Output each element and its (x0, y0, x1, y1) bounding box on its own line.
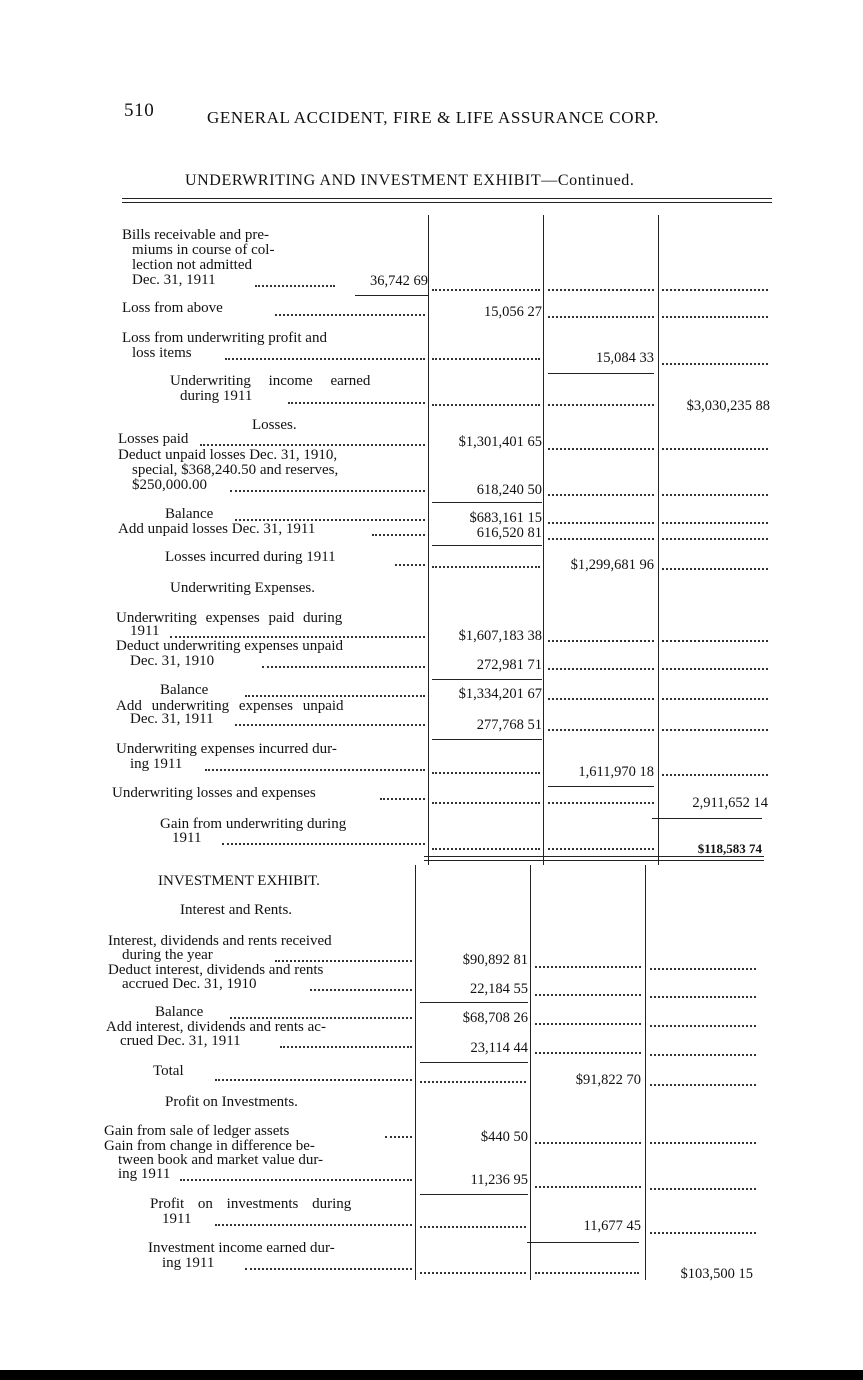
leader-dots (262, 666, 425, 668)
leader-dots (432, 289, 540, 291)
leader-dots (650, 968, 756, 970)
bills-amount: 36,742 69 (370, 273, 428, 289)
leader-dots (222, 843, 425, 845)
uw-exp-paid-label-1: Underwriting expenses paid during (116, 610, 343, 626)
leader-dots (310, 989, 412, 991)
page-number: 510 (124, 100, 155, 121)
leader-dots (662, 668, 768, 670)
leader-dots (650, 1188, 756, 1190)
gain-change-label-1: Gain from change in difference be- (104, 1138, 315, 1154)
uw-losses-exp-label: Underwriting losses and expenses (112, 785, 316, 801)
inv-income-amount: $103,500 15 (680, 1266, 753, 1282)
losses-heading: Losses. (252, 417, 297, 433)
gain-change-amount: 11,236 95 (470, 1172, 528, 1188)
deduct-unpaid-amount: 618,240 50 (476, 482, 542, 498)
leader-dots (288, 402, 425, 404)
sum-rule (432, 545, 542, 546)
leader-dots (432, 358, 540, 360)
leader-dots (662, 640, 768, 642)
leader-dots (548, 289, 654, 291)
gain-sale-amount: $440 50 (480, 1129, 528, 1145)
leader-dots (548, 698, 654, 700)
total-amount: $91,822 70 (575, 1072, 641, 1088)
uw-exp-incurred-label-1: Underwriting expenses incurred dur- (116, 741, 337, 757)
col-rule-1 (428, 215, 429, 865)
deduct-unpaid-label-3: $250,000.00 (132, 477, 207, 493)
gain-uw-label-2: 1911 (172, 830, 202, 846)
scan-edge-bar (0, 1370, 863, 1380)
leader-dots (535, 1272, 639, 1274)
leader-dots (548, 729, 654, 731)
leader-dots (548, 494, 654, 496)
leader-dots (420, 1272, 526, 1274)
leader-dots (395, 564, 425, 566)
int-received-amount: $90,892 81 (462, 952, 528, 968)
investment-heading: INVESTMENT EXHIBIT. (158, 873, 320, 889)
leader-dots (650, 1084, 756, 1086)
leader-dots (215, 1079, 412, 1081)
leader-dots (380, 798, 425, 800)
total-label: Total (153, 1063, 184, 1079)
leader-dots (548, 848, 654, 850)
col-rule-2-lower (530, 865, 531, 1280)
int-received-label-2: during the year (122, 947, 213, 963)
loss-above-label: Loss from above (122, 300, 223, 316)
deduct-uw-exp-label-2: Dec. 31, 1910 (130, 653, 215, 669)
leader-dots (372, 534, 425, 536)
leader-dots (548, 404, 654, 406)
loss-above-amount: 15,056 27 (484, 304, 542, 320)
leader-dots (535, 966, 641, 968)
add-int-label-1: Add interest, dividends and rents ac- (106, 1019, 326, 1035)
loss-uw-label-2: loss items (132, 345, 192, 361)
sum-rule (420, 1002, 528, 1003)
uw-exp-paid-amount: $1,607,183 38 (458, 628, 542, 644)
leader-dots (235, 724, 425, 726)
deduct-uw-exp-amount: 272,981 71 (476, 657, 542, 673)
leader-dots (650, 1232, 756, 1234)
profit-heading: Profit on Investments. (165, 1094, 298, 1110)
int-received-label-1: Interest, dividends and rents received (108, 933, 332, 949)
leader-dots (535, 994, 641, 996)
leader-dots (662, 363, 768, 365)
bills-label-2: miums in course of col- (132, 242, 275, 258)
leader-dots (215, 1224, 412, 1226)
leader-dots (275, 314, 425, 316)
balance3-label: Balance (155, 1004, 204, 1020)
sum-rule (548, 786, 654, 787)
col-rule-2 (543, 215, 544, 865)
uw-exp-incurred-label-2: ing 1911 (130, 756, 183, 772)
leader-dots (548, 448, 654, 450)
leader-dots (662, 774, 768, 776)
deduct-int-label-2: accrued Dec. 31, 1910 (122, 976, 257, 992)
profit-inv-label-1: Profit on investments during (150, 1196, 352, 1212)
gain-sale-label: Gain from sale of ledger assets (104, 1123, 290, 1139)
losses-paid-label: Losses paid (118, 431, 189, 447)
losses-incurred-label: Losses incurred during 1911 (165, 549, 336, 565)
leader-dots (662, 494, 768, 496)
add-int-amount: 23,114 44 (470, 1040, 528, 1056)
leader-dots (180, 1179, 412, 1181)
leader-dots (650, 996, 756, 998)
leader-dots (225, 358, 425, 360)
col-rule-3-lower (645, 865, 646, 1280)
balance1-amount: $683,161 15 (469, 510, 542, 526)
sum-rule (420, 1062, 528, 1063)
leader-dots (662, 448, 768, 450)
leader-dots (385, 1136, 412, 1138)
profit-inv-label-2: 1911 (162, 1211, 192, 1227)
deduct-unpaid-label-1: Deduct unpaid losses Dec. 31, 1910, (118, 447, 338, 463)
leader-dots (662, 698, 768, 700)
uw-losses-exp-amount: 2,911,652 14 (692, 795, 768, 811)
sum-rule (527, 1242, 639, 1243)
leader-dots (662, 522, 768, 524)
leader-dots (205, 769, 425, 771)
leader-dots (535, 1052, 641, 1054)
sum-rule (420, 1194, 528, 1195)
add-int-label-2: crued Dec. 31, 1911 (120, 1033, 241, 1049)
uw-income-label-2: during 1911 (180, 388, 253, 404)
balance3-amount: $68,708 26 (462, 1010, 528, 1026)
bills-label-3: lection not admitted (132, 257, 252, 273)
gain-uw-label-1: Gain from underwriting during (160, 816, 347, 832)
leader-dots (535, 1142, 641, 1144)
leader-dots (200, 444, 425, 446)
deduct-int-amount: 22,184 55 (470, 981, 528, 997)
running-title: GENERAL ACCIDENT, FIRE & LIFE ASSURANCE CORP. (207, 108, 660, 127)
sum-rule (432, 739, 542, 740)
leader-dots (662, 729, 768, 731)
leader-dots (280, 1046, 412, 1048)
leader-dots (662, 316, 768, 318)
leader-dots (432, 404, 540, 406)
deduct-unpaid-label-2: special, $368,240.50 and reserves, (132, 462, 339, 478)
leader-dots (548, 668, 654, 670)
sum-rule (432, 679, 542, 680)
profit-inv-amount: 11,677 45 (583, 1218, 641, 1234)
col-rule-3 (658, 215, 659, 865)
inv-income-label-2: ing 1911 (162, 1255, 215, 1271)
add-uw-exp-label-1: Add underwriting expenses unpaid (116, 698, 344, 714)
leader-dots (245, 695, 425, 697)
leader-dots (432, 772, 540, 774)
leader-dots (650, 1054, 756, 1056)
interest-heading: Interest and Rents. (180, 902, 293, 918)
section-double-rule (424, 856, 764, 861)
gain-change-label-2: tween book and market value dur- (118, 1152, 324, 1168)
deduct-uw-exp-label-1: Deduct underwriting expenses unpaid (116, 638, 344, 654)
balance2-amount: $1,334,201 67 (458, 686, 542, 702)
balance2-label: Balance (160, 682, 209, 698)
leader-dots (548, 316, 654, 318)
leader-dots (535, 1186, 641, 1188)
leader-dots (662, 538, 768, 540)
loss-uw-amount: 15,084 33 (596, 350, 654, 366)
leader-dots (650, 1142, 756, 1144)
exhibit-title: UNDERWRITING AND INVESTMENT EXHIBIT—Continued. (185, 172, 635, 189)
add-unpaid-amount: 616,520 81 (476, 525, 542, 541)
deduct-int-label-1: Deduct interest, dividends and rents (108, 962, 324, 978)
sum-rule (355, 295, 428, 296)
leader-dots (548, 802, 654, 804)
sum-rule (432, 502, 542, 503)
leader-dots (432, 566, 540, 568)
losses-paid-amount: $1,301,401 65 (458, 434, 542, 450)
uw-exp-paid-label-2: 1911 (130, 623, 160, 639)
add-unpaid-label: Add unpaid losses Dec. 31, 1911 (118, 521, 316, 537)
add-uw-exp-label-2: Dec. 31, 1911 (130, 711, 214, 727)
leader-dots (548, 538, 654, 540)
gain-change-label-3: ing 1911 (118, 1166, 171, 1182)
losses-incurred-amount: $1,299,681 96 (570, 557, 654, 573)
bills-label-1: Bills receivable and pre- (122, 227, 270, 243)
leader-dots (255, 285, 335, 287)
bills-label-4: Dec. 31, 1911 (132, 272, 216, 288)
leader-dots (662, 289, 768, 291)
loss-uw-label-1: Loss from underwriting profit and (122, 330, 327, 346)
leader-dots (650, 1025, 756, 1027)
leader-dots (230, 490, 425, 492)
leader-dots (432, 802, 540, 804)
leader-dots (548, 640, 654, 642)
leader-dots (420, 1081, 526, 1083)
sum-rule (652, 818, 762, 819)
add-uw-exp-amount: 277,768 51 (476, 717, 542, 733)
leader-dots (432, 848, 540, 850)
col-rule-1-lower (415, 865, 416, 1280)
leader-dots (535, 1023, 641, 1025)
leader-dots (420, 1226, 526, 1228)
inv-income-label-1: Investment income earned dur- (148, 1240, 335, 1256)
title-rule (122, 198, 772, 203)
uw-exp-incurred-amount: 1,611,970 18 (578, 764, 654, 780)
leader-dots (245, 1268, 412, 1270)
uw-expenses-heading: Underwriting Expenses. (170, 580, 315, 596)
sum-rule (548, 373, 654, 374)
uw-income-amount: $3,030,235 88 (686, 398, 770, 414)
gain-uw-amount: $118,583 74 (697, 841, 762, 856)
balance1-label: Balance (165, 506, 214, 522)
leader-dots (548, 522, 654, 524)
uw-income-label-1: Underwriting income earned (170, 373, 371, 389)
leader-dots (662, 568, 768, 570)
